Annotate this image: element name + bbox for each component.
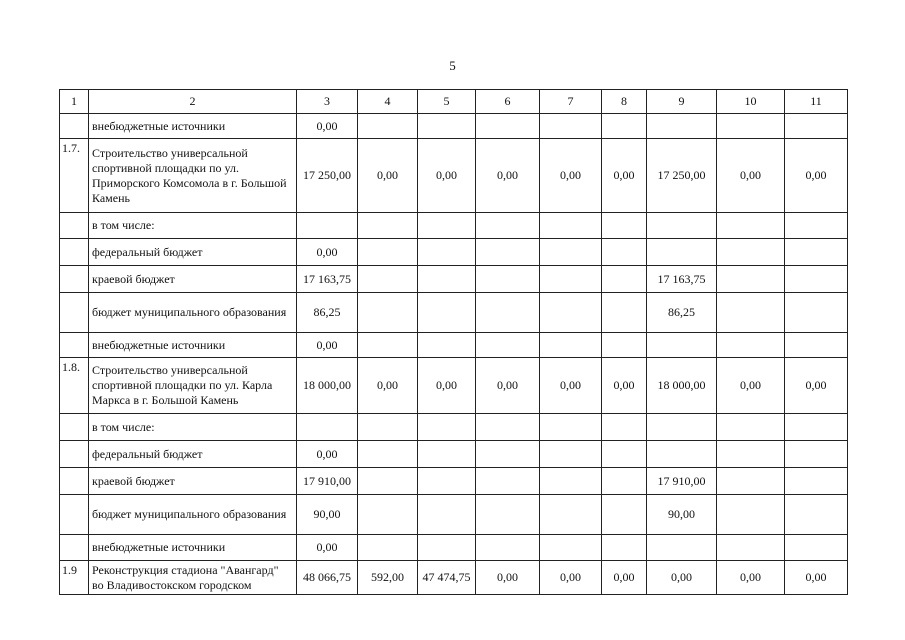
row-value-cell: 0,00 (476, 358, 540, 414)
row-index-cell (60, 414, 89, 441)
row-value-cell (602, 213, 647, 239)
row-value-cell: 0,00 (476, 139, 540, 213)
row-value-cell (785, 266, 848, 293)
row-value-cell (418, 468, 476, 495)
row-index-cell: 1.7. (60, 139, 89, 213)
row-value-cell (358, 333, 418, 358)
row-value-cell (785, 495, 848, 535)
row-value-cell (358, 293, 418, 333)
table-header-row (60, 90, 848, 114)
row-value-cell (717, 468, 785, 495)
header-cell: 3 (297, 90, 358, 114)
row-value-cell: 0,00 (418, 139, 476, 213)
row-value-cell (476, 239, 540, 266)
table-row (60, 495, 848, 535)
row-value-cell: 90,00 (647, 495, 717, 535)
table-row (60, 266, 848, 293)
row-value-cell (418, 293, 476, 333)
row-value-cell (785, 114, 848, 139)
row-value-cell (418, 414, 476, 441)
row-value-cell (785, 333, 848, 358)
row-value-cell (540, 468, 602, 495)
row-value-cell (358, 495, 418, 535)
row-value-cell: 592,00 (358, 561, 418, 595)
row-value-cell: 48 066,75 (297, 561, 358, 595)
row-value-cell (540, 333, 602, 358)
table-row (60, 239, 848, 266)
row-value-cell (418, 239, 476, 266)
header-cell: 4 (358, 90, 418, 114)
row-value-cell (602, 293, 647, 333)
row-value-cell: 0,00 (602, 139, 647, 213)
row-value-cell (476, 414, 540, 441)
row-index-cell (60, 441, 89, 468)
row-value-cell: 18 000,00 (297, 358, 358, 414)
row-description-cell: краевой бюджет (89, 468, 297, 495)
row-index-cell (60, 495, 89, 535)
row-value-cell (540, 293, 602, 333)
row-description-cell: краевой бюджет (89, 266, 297, 293)
row-value-cell (647, 441, 717, 468)
header-cell: 9 (647, 90, 717, 114)
row-value-cell (717, 239, 785, 266)
row-value-cell (476, 495, 540, 535)
row-value-cell (785, 293, 848, 333)
table-row (60, 213, 848, 239)
row-index-cell (60, 114, 89, 139)
row-value-cell: 0,00 (418, 358, 476, 414)
row-value-cell (717, 333, 785, 358)
row-value-cell (358, 535, 418, 561)
row-value-cell: 17 250,00 (647, 139, 717, 213)
row-value-cell (540, 495, 602, 535)
row-value-cell (540, 213, 602, 239)
row-value-cell: 0,00 (540, 139, 602, 213)
row-value-cell: 0,00 (717, 561, 785, 595)
row-value-cell (647, 333, 717, 358)
row-value-cell: 47 474,75 (418, 561, 476, 595)
row-value-cell (476, 468, 540, 495)
table-row (60, 561, 848, 595)
row-description-cell: федеральный бюджет (89, 239, 297, 266)
header-cell: 5 (418, 90, 476, 114)
row-value-cell (418, 495, 476, 535)
row-value-cell: 0,00 (540, 358, 602, 414)
row-value-cell (540, 114, 602, 139)
table-row (60, 293, 848, 333)
row-value-cell: 86,25 (297, 293, 358, 333)
row-value-cell (418, 213, 476, 239)
row-value-cell (358, 468, 418, 495)
header-cell: 7 (540, 90, 602, 114)
row-index-cell: 1.8. (60, 358, 89, 414)
row-description-cell: федеральный бюджет (89, 441, 297, 468)
row-value-cell (297, 414, 358, 441)
row-value-cell: 0,00 (297, 114, 358, 139)
row-value-cell: 18 000,00 (647, 358, 717, 414)
row-description-cell: Реконструкция стадиона "Авангард" во Владивостокском городском (89, 561, 297, 595)
row-value-cell (476, 266, 540, 293)
row-index-cell (60, 293, 89, 333)
header-cell: 6 (476, 90, 540, 114)
row-value-cell: 17 163,75 (647, 266, 717, 293)
row-value-cell (717, 213, 785, 239)
row-index-cell (60, 213, 89, 239)
row-value-cell: 0,00 (602, 561, 647, 595)
row-value-cell: 0,00 (358, 358, 418, 414)
row-value-cell: 0,00 (297, 535, 358, 561)
row-value-cell: 0,00 (717, 139, 785, 213)
table-row (60, 114, 848, 139)
row-index-cell (60, 239, 89, 266)
row-value-cell (476, 293, 540, 333)
row-value-cell (358, 114, 418, 139)
table-row (60, 414, 848, 441)
row-value-cell (602, 495, 647, 535)
row-value-cell (602, 114, 647, 139)
row-value-cell (602, 468, 647, 495)
row-value-cell (358, 239, 418, 266)
row-value-cell: 17 250,00 (297, 139, 358, 213)
row-value-cell: 0,00 (297, 333, 358, 358)
row-value-cell (602, 535, 647, 561)
row-value-cell (785, 535, 848, 561)
header-cell: 8 (602, 90, 647, 114)
header-cell: 1 (60, 90, 89, 114)
row-value-cell (602, 441, 647, 468)
row-value-cell (540, 239, 602, 266)
row-value-cell (602, 266, 647, 293)
row-description-cell: внебюджетные источники (89, 535, 297, 561)
row-value-cell: 0,00 (785, 358, 848, 414)
row-value-cell (717, 114, 785, 139)
row-value-cell (647, 114, 717, 139)
table-row (60, 333, 848, 358)
row-value-cell (358, 213, 418, 239)
page-number: 5 (449, 58, 456, 73)
table-row (60, 535, 848, 561)
row-value-cell: 0,00 (297, 239, 358, 266)
row-index-cell (60, 266, 89, 293)
row-value-cell (647, 535, 717, 561)
row-value-cell (540, 266, 602, 293)
row-value-cell: 17 163,75 (297, 266, 358, 293)
row-value-cell: 0,00 (785, 139, 848, 213)
row-description-cell: в том числе: (89, 414, 297, 441)
table-row (60, 441, 848, 468)
row-description-cell: внебюджетные источники (89, 333, 297, 358)
header-cell: 11 (785, 90, 848, 114)
row-value-cell (647, 239, 717, 266)
row-index-cell (60, 468, 89, 495)
row-description-cell: Строительство универсальной спортивной площадки по ул. Карла Маркса в г. Большой Камень (89, 358, 297, 414)
row-value-cell (418, 114, 476, 139)
row-value-cell (647, 414, 717, 441)
row-value-cell (717, 266, 785, 293)
header-cell: 10 (717, 90, 785, 114)
row-value-cell (785, 239, 848, 266)
row-value-cell: 0,00 (540, 561, 602, 595)
row-value-cell (476, 333, 540, 358)
row-value-cell (602, 333, 647, 358)
row-value-cell (602, 414, 647, 441)
row-value-cell (717, 535, 785, 561)
row-value-cell: 0,00 (297, 441, 358, 468)
row-description-cell: бюджет муниципального образования (89, 495, 297, 535)
row-value-cell (540, 414, 602, 441)
row-value-cell (418, 441, 476, 468)
row-value-cell: 0,00 (476, 561, 540, 595)
header-cell: 2 (89, 90, 297, 114)
row-value-cell (476, 114, 540, 139)
row-value-cell (476, 535, 540, 561)
table-row (60, 139, 848, 213)
row-value-cell (717, 293, 785, 333)
row-value-cell (602, 239, 647, 266)
row-value-cell: 86,25 (647, 293, 717, 333)
row-value-cell: 0,00 (785, 561, 848, 595)
table-row (60, 358, 848, 414)
row-description-cell: в том числе: (89, 213, 297, 239)
row-value-cell (297, 213, 358, 239)
row-value-cell (540, 441, 602, 468)
row-value-cell: 0,00 (717, 358, 785, 414)
row-value-cell (358, 414, 418, 441)
row-value-cell (358, 266, 418, 293)
row-value-cell (785, 468, 848, 495)
row-value-cell: 17 910,00 (297, 468, 358, 495)
row-value-cell (418, 333, 476, 358)
budget-table (59, 89, 848, 595)
row-value-cell (358, 441, 418, 468)
row-value-cell: 0,00 (647, 561, 717, 595)
row-value-cell (785, 213, 848, 239)
row-value-cell (785, 441, 848, 468)
row-value-cell: 0,00 (602, 358, 647, 414)
row-index-cell: 1.9 (60, 561, 89, 595)
row-value-cell (476, 213, 540, 239)
table-row (60, 468, 848, 495)
row-value-cell (418, 535, 476, 561)
row-value-cell (647, 213, 717, 239)
row-index-cell (60, 535, 89, 561)
row-value-cell (418, 266, 476, 293)
row-index-cell (60, 333, 89, 358)
row-value-cell (476, 441, 540, 468)
row-value-cell (540, 535, 602, 561)
row-description-cell: Строительство универсальной спортивной площадки по ул. Приморского Комсомола в г. Большой Камень (89, 139, 297, 213)
row-value-cell (717, 495, 785, 535)
row-value-cell: 0,00 (358, 139, 418, 213)
row-value-cell (785, 414, 848, 441)
row-value-cell: 17 910,00 (647, 468, 717, 495)
row-value-cell (717, 414, 785, 441)
row-value-cell: 90,00 (297, 495, 358, 535)
row-description-cell: внебюджетные источники (89, 114, 297, 139)
row-value-cell (717, 441, 785, 468)
row-description-cell: бюджет муниципального образования (89, 293, 297, 333)
